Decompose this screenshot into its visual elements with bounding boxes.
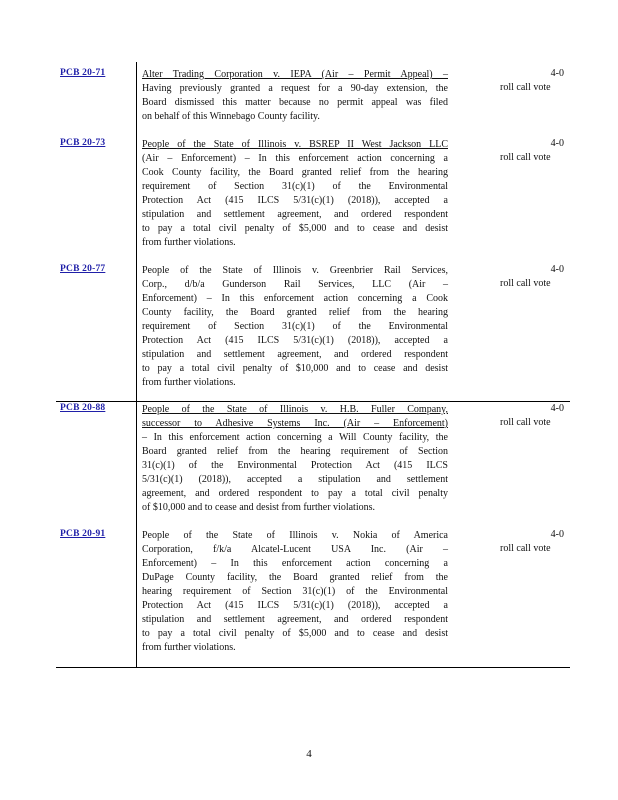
vote-type: roll call vote: [500, 417, 551, 428]
vote-type: roll call vote: [500, 543, 551, 554]
case-text-line: to pay a total civil penalty of $10,000 and to cease and desist: [142, 363, 448, 374]
vote-type: roll call vote: [500, 82, 551, 93]
case-text-line: Protection Act (415 ILCS 5/31(c)(1) (2018)), accepted a: [142, 335, 448, 346]
case-text-line: of $10,000 and to cease and desist from further violations.: [142, 502, 375, 513]
vote-count: 4-0: [550, 264, 564, 275]
case-text-line: DuPage County facility, the Board granted relief from the: [142, 572, 448, 583]
case-description: [142, 264, 448, 390]
case-text-line: from further violations.: [142, 377, 236, 388]
case-number-link[interactable]: PCB 20-88: [60, 403, 106, 413]
case-text-line: Enforcement) – In this enforcement action concerning a Cook: [142, 293, 448, 304]
case-number-link[interactable]: PCB 20-91: [60, 529, 106, 539]
case-number-link[interactable]: PCB 20-71: [60, 68, 106, 78]
case-description: [142, 68, 448, 124]
case-description: [142, 403, 448, 515]
table-bottom-rule: [56, 667, 570, 668]
case-description: [142, 138, 448, 250]
case-text-line: People of the State of Illinois v. Nokia of America: [142, 530, 448, 541]
case-text-line: Protection Act (415 ILCS 5/31(c)(1) (2018)), accepted a: [142, 195, 448, 206]
case-title: Alter Trading Corporation v. IEPA (Air – Permit Appeal) –: [142, 69, 448, 80]
case-text-line: from further violations.: [142, 237, 236, 248]
case-text-line: Board granted relief from the hearing requirement of Section: [142, 446, 448, 457]
case-text-line: to pay a total civil penalty of $5,000 and to cease and desist: [142, 628, 448, 639]
case-text-line: Corp., d/b/a Gunderson Rail Services, LLC (Air –: [142, 279, 448, 290]
case-text-line: from further violations.: [142, 642, 236, 653]
case-text-line: Enforcement) – In this enforcement action concerning a: [142, 558, 448, 569]
vote-count: 4-0: [550, 138, 564, 149]
vote-count: 4-0: [550, 403, 564, 414]
case-text-line: 31(c)(1) of the Environmental Protection Act (415 ILCS: [142, 460, 448, 471]
case-text-line: County facility, the Board granted relief from the hearing: [142, 307, 448, 318]
case-text-line: requirement of Section 31(c)(1) of the Environmental: [142, 181, 448, 192]
case-title: People of the State of Illinois v. BSREP II West Jackson LLC: [142, 139, 448, 150]
case-number-link[interactable]: PCB 20-77: [60, 264, 106, 274]
vote-count: 4-0: [550, 68, 564, 79]
case-text-line: 5/31(c)(1) (2018)), accepted a stipulation and settlement: [142, 474, 448, 485]
case-text-line: agreement, and ordered respondent to pay a total civil penalty: [142, 488, 448, 499]
case-text-line: Board dismissed this matter because no permit appeal was filed: [142, 97, 448, 108]
case-text-line: Protection Act (415 ILCS 5/31(c)(1) (2018)), accepted a: [142, 600, 448, 611]
case-text-line: to pay a total civil penalty of $5,000 and to cease and desist: [142, 223, 448, 234]
case-text-line: stipulation and settlement agreement, and ordered respondent: [142, 209, 448, 220]
row-divider: [56, 401, 570, 402]
vote-type: roll call vote: [500, 278, 551, 289]
case-text-line: Cook County facility, the Board granted relief from the hearing: [142, 167, 448, 178]
column-divider: [136, 62, 137, 668]
case-text-line: requirement of Section 31(c)(1) of the Environmental: [142, 321, 448, 332]
case-text-line: stipulation and settlement agreement, and ordered respondent: [142, 349, 448, 360]
case-number-link[interactable]: PCB 20-73: [60, 138, 106, 148]
case-text-line: stipulation and settlement agreement, and ordered respondent: [142, 614, 448, 625]
case-text-line: Corporation, f/k/a Alcatel-Lucent USA Inc. (Air –: [142, 544, 448, 555]
case-description: [142, 529, 448, 655]
case-text-line: – In this enforcement action concerning a Will County facility, the: [142, 432, 448, 443]
page-number: 4: [306, 748, 312, 760]
case-text-line: People of the State of Illinois v. Greenbrier Rail Services,: [142, 265, 448, 276]
case-title-continued: successor to Adhesive Systems Inc. (Air – Enforcement): [142, 418, 448, 429]
case-text-line: (Air – Enforcement) – In this enforcement action concerning a: [142, 153, 448, 164]
case-text-line: on behalf of this Winnebago County facility.: [142, 111, 320, 122]
vote-count: 4-0: [550, 529, 564, 540]
case-text-line: hearing requirement of Section 31(c)(1) of the Environmental: [142, 586, 448, 597]
case-text-line: Having previously granted a request for a 90-day extension, the: [142, 83, 448, 94]
vote-type: roll call vote: [500, 152, 551, 163]
case-title: People of the State of Illinois v. H.B. Fuller Company,: [142, 404, 448, 415]
